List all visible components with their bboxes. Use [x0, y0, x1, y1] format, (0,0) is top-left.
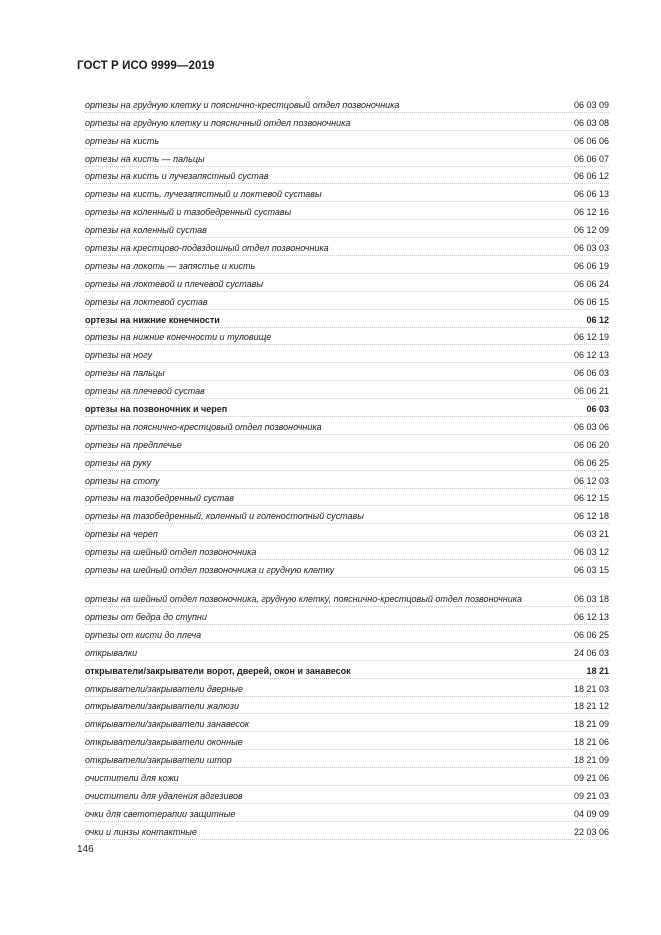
index-entry-row — [85, 625, 609, 643]
index-entry-row — [85, 256, 609, 274]
index-entry-row — [85, 822, 609, 840]
entry-term: ортезы на нижние конечности — [85, 314, 220, 325]
section-heading-row — [85, 399, 609, 417]
entry-code: 06 03 — [586, 404, 609, 415]
entry-term: ортезы на позвоночник и череп — [85, 404, 228, 415]
index-entry-row — [85, 607, 609, 625]
index-entry-row — [85, 328, 609, 346]
entry-code: 06 12 13 — [573, 611, 609, 622]
entry-term: ортезы на локтевой и плечевой суставы — [85, 278, 263, 289]
entry-code: 06 12 18 — [573, 511, 609, 522]
index-entry-row — [85, 167, 609, 185]
entry-code: 06 06 12 — [573, 171, 609, 182]
entry-code: 09 21 06 — [573, 772, 609, 783]
entry-term: ортезы на руку — [85, 457, 152, 468]
index-table — [85, 95, 609, 840]
entry-term: ортезы на пояснично-крестцовый отдел позвоночника — [85, 421, 322, 432]
section-heading-row — [85, 661, 609, 679]
entry-code: 18 21 12 — [573, 701, 609, 712]
document-header: ГОСТ Р ИСО 9999—2019 — [77, 60, 215, 72]
index-entry-row — [85, 238, 609, 256]
entry-code: 06 06 13 — [573, 189, 609, 200]
entry-term: ортезы на грудную клетку и пояснично-крестцовый отдел позвоночника — [85, 99, 400, 110]
entry-term: ортезы на тазобедренный, коленный и голеностопный суставы — [85, 511, 364, 522]
entry-term: открыватели/закрыватели ворот, дверей, окон и занавесок — [85, 665, 351, 676]
index-entry-row — [85, 560, 609, 578]
entry-code: 06 03 08 — [573, 117, 609, 128]
entry-code: 06 12 13 — [573, 350, 609, 361]
entry-term: ортезы на шейный отдел позвоночника и грудную клетку — [85, 565, 335, 576]
index-entry-row — [85, 714, 609, 732]
entry-term: ортезы от кисти до плеча — [85, 629, 202, 640]
page-number: 146 — [77, 844, 94, 855]
index-entry-row — [85, 184, 609, 202]
entry-term: ортезы на предплечье — [85, 439, 182, 450]
index-entry-row — [85, 363, 609, 381]
entry-code: 06 12 — [586, 314, 609, 325]
index-entry-row — [85, 489, 609, 507]
entry-code: 06 06 06 — [573, 135, 609, 146]
index-entry-row — [85, 786, 609, 804]
index-entry-row — [85, 95, 609, 113]
entry-code: 06 03 12 — [573, 547, 609, 558]
section-heading-row — [85, 310, 609, 328]
entry-term: открыватели/закрыватели жалюзи — [85, 701, 240, 712]
entry-term: очки для светотерапии защитные — [85, 808, 236, 819]
index-entry-row — [85, 113, 609, 131]
entry-code: 06 06 19 — [573, 260, 609, 271]
entry-term: открыватели/закрыватели оконные — [85, 737, 243, 748]
entry-term: открыватели/закрыватели дверные — [85, 683, 243, 694]
entry-code: 06 12 19 — [573, 332, 609, 343]
index-entry-row — [85, 578, 609, 607]
index-entry-row — [85, 804, 609, 822]
entry-term: ортезы на кисть — пальцы — [85, 153, 205, 164]
entry-code: 09 21 03 — [573, 790, 609, 801]
index-entry-row — [85, 768, 609, 786]
entry-code: 06 06 24 — [573, 278, 609, 289]
index-entry-row — [85, 506, 609, 524]
entry-term: ортезы на ногу — [85, 350, 153, 361]
index-entry-row — [85, 202, 609, 220]
entry-code: 18 21 09 — [573, 755, 609, 766]
index-entry-row — [85, 679, 609, 697]
entry-term: ортезы на кисть и лучезапястный сустав — [85, 171, 269, 182]
entry-term: открыватели/закрыватели штор — [85, 755, 232, 766]
entry-term: ортезы на кисть — [85, 135, 160, 146]
entry-term: ортезы на шейный отдел позвоночника — [85, 547, 257, 558]
entry-code: 06 03 21 — [573, 529, 609, 540]
entry-term: ортезы на локтевой сустав — [85, 296, 208, 307]
entry-term: ортезы на грудную клетку и поясничный отдел позвоночника — [85, 117, 351, 128]
entry-code: 06 06 20 — [573, 439, 609, 450]
index-entry-row — [85, 274, 609, 292]
entry-term: ортезы на шейный отдел позвоночника, грудную клетку, пояснично-крестцовый отдел позвоночника — [85, 594, 522, 605]
entry-term: ортезы на плечевой сустав — [85, 386, 205, 397]
entry-code: 06 03 03 — [573, 243, 609, 254]
entry-code: 06 03 09 — [573, 99, 609, 110]
entry-term: ортезы на стопу — [85, 475, 160, 486]
entry-term: очистители для удаления адгезивов — [85, 790, 243, 801]
entry-code: 06 03 06 — [573, 421, 609, 432]
entry-term: ортезы на пальцы — [85, 368, 165, 379]
entry-code: 06 06 25 — [573, 457, 609, 468]
index-entry-row — [85, 220, 609, 238]
index-entry-row — [85, 697, 609, 715]
index-entry-row — [85, 417, 609, 435]
entry-code: 06 12 03 — [573, 475, 609, 486]
entry-term: ортезы на коленный и тазобедренный суставы — [85, 207, 292, 218]
entry-code: 18 21 06 — [573, 737, 609, 748]
entry-code: 22 03 06 — [573, 826, 609, 837]
entry-code: 04 09 09 — [573, 808, 609, 819]
entry-term: открывалки — [85, 647, 138, 658]
index-entry-row — [85, 345, 609, 363]
index-entry-row — [85, 732, 609, 750]
entry-code: 18 21 03 — [573, 683, 609, 694]
index-entry-row — [85, 435, 609, 453]
index-entry-row — [85, 471, 609, 489]
index-entry-row — [85, 643, 609, 661]
index-entry-row — [85, 149, 609, 167]
index-entry-row — [85, 292, 609, 310]
index-entry-row — [85, 524, 609, 542]
entry-term: ортезы на череп — [85, 529, 158, 540]
index-entry-row — [85, 131, 609, 149]
entry-code: 06 03 18 — [573, 594, 609, 605]
entry-term: открыватели/закрыватели занавесок — [85, 719, 250, 730]
entry-code: 06 06 07 — [573, 153, 609, 164]
entry-code: 06 06 15 — [573, 296, 609, 307]
entry-term: ортезы на локоть — запястье и кисть — [85, 260, 256, 271]
entry-term: ортезы на крестцово-подвздошный отдел позвоночника — [85, 243, 329, 254]
entry-term: ортезы на коленный сустав — [85, 225, 207, 236]
entry-code: 06 12 09 — [573, 225, 609, 236]
entry-term: ортезы на кисть, лучезапястный и локтевой суставы — [85, 189, 322, 200]
entry-code: 18 21 09 — [573, 719, 609, 730]
entry-code: 06 06 03 — [573, 368, 609, 379]
entry-code: 06 12 16 — [573, 207, 609, 218]
entry-term: ортезы на нижние конечности и туловище — [85, 332, 272, 343]
index-entry-row — [85, 381, 609, 399]
entry-code: 06 06 21 — [573, 386, 609, 397]
entry-term: ортезы от бедра до ступни — [85, 611, 207, 622]
index-entry-row — [85, 453, 609, 471]
entry-term: очки и линзы контактные — [85, 826, 197, 837]
entry-code: 24 06 03 — [573, 647, 609, 658]
entry-term: очистители для кожи — [85, 772, 179, 783]
entry-code: 06 03 15 — [573, 565, 609, 576]
entry-code: 06 12 15 — [573, 493, 609, 504]
entry-code: 06 06 25 — [573, 629, 609, 640]
entry-term: ортезы на тазобедренный сустав — [85, 493, 234, 504]
entry-code: 18 21 — [586, 665, 609, 676]
index-entry-row — [85, 750, 609, 768]
index-entry-row — [85, 542, 609, 560]
